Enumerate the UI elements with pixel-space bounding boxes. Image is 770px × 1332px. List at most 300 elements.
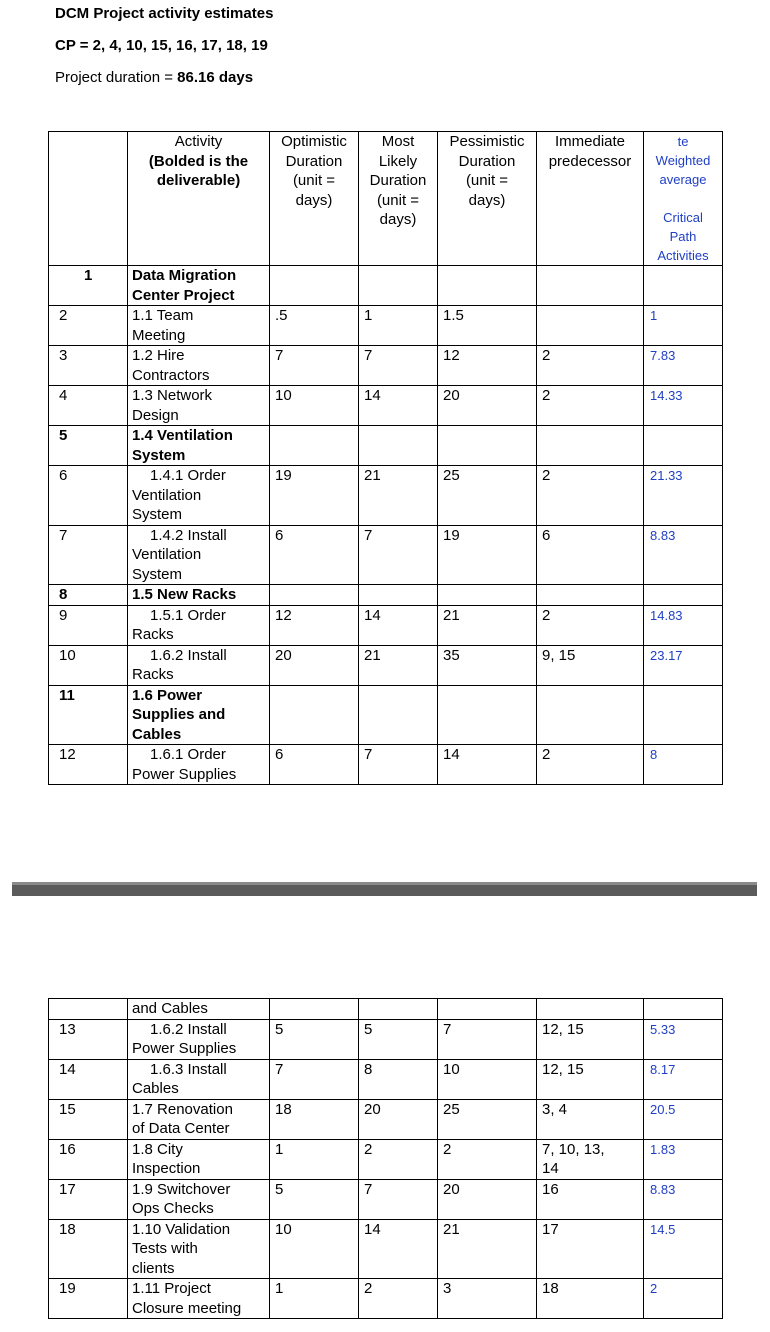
te-cell xyxy=(644,266,723,306)
predecessor-cell-line: 18 xyxy=(542,1280,559,1297)
predecessor-cell xyxy=(537,1139,644,1179)
optimistic-cell xyxy=(270,466,359,526)
table-row xyxy=(49,1139,723,1179)
te-cell: 23.17 xyxy=(644,645,723,685)
header-te xyxy=(644,132,723,266)
te-cell: 20.5 xyxy=(644,1099,723,1139)
header-optimistic-line: (unit = xyxy=(292,172,336,189)
header-predecessor-line: Immediate xyxy=(554,133,626,150)
optimistic-cell-line: 7 xyxy=(275,347,284,364)
most-likely-cell xyxy=(359,306,438,346)
optimistic-cell-line: 20 xyxy=(275,646,292,664)
activity-line: Contractors xyxy=(132,366,210,384)
predecessor-cell xyxy=(537,1279,644,1319)
activity-cell xyxy=(128,605,270,645)
header-most-likely-line: (unit = xyxy=(376,191,420,209)
most-likely-cell-line: 1 xyxy=(364,307,373,324)
header-optimistic xyxy=(270,132,359,266)
predecessor-cell xyxy=(537,266,644,306)
header-most-likely-line: Duration xyxy=(369,172,427,189)
most-likely-cell-line: 8 xyxy=(364,1060,373,1078)
activity-cell xyxy=(128,999,270,1020)
row-id: 4 xyxy=(49,386,128,426)
optimistic-cell-line: .5 xyxy=(275,307,288,324)
row-id: 2 xyxy=(49,306,128,346)
predecessor-cell-line: 2 xyxy=(542,746,551,763)
activity-line: 1.4 Ventilation xyxy=(132,427,233,444)
most-likely-cell xyxy=(359,1179,438,1219)
pessimistic-cell xyxy=(438,525,537,585)
row-id: 7 xyxy=(49,525,128,585)
most-likely-cell-line: 7 xyxy=(364,526,373,544)
header-most-likely-line: Most xyxy=(381,133,415,150)
activity-line: clients xyxy=(132,1259,175,1277)
activity-line: 1.7 Renovation xyxy=(132,1100,233,1118)
activity-cell xyxy=(128,1139,270,1179)
table-row xyxy=(49,1179,723,1219)
predecessor-cell-line: 2 xyxy=(542,347,551,364)
pessimistic-cell-line: 20 xyxy=(443,387,460,404)
activity-cell xyxy=(128,745,270,785)
pessimistic-cell xyxy=(438,1279,537,1319)
table-row xyxy=(49,386,723,426)
activity-cell xyxy=(128,266,270,306)
most-likely-cell-line: 7 xyxy=(364,1180,373,1198)
activity-line: Racks xyxy=(132,666,174,683)
te-cell xyxy=(644,426,723,466)
optimistic-cell-line: 18 xyxy=(275,1100,292,1118)
activity-line: Supplies and xyxy=(132,706,226,723)
header-optimistic-line: Duration xyxy=(285,152,343,170)
pessimistic-cell xyxy=(438,426,537,466)
activity-line: 1.4.2 Install xyxy=(150,526,227,544)
activity-line: Inspection xyxy=(132,1160,201,1177)
table-row xyxy=(49,1059,723,1099)
optimistic-cell xyxy=(270,1139,359,1179)
activity-line: Cables xyxy=(132,725,182,743)
te-cell: 7.83 xyxy=(644,346,723,386)
activity-line: 1.8 City xyxy=(132,1140,183,1158)
te-cell xyxy=(644,585,723,606)
optimistic-cell xyxy=(270,745,359,785)
activity-line: Cables xyxy=(132,1080,179,1097)
activity-line: and Cables xyxy=(132,1000,208,1017)
project-duration-line xyxy=(55,69,253,86)
activity-line: Racks xyxy=(132,626,174,643)
optimistic-cell xyxy=(270,306,359,346)
te-cell xyxy=(644,999,723,1020)
activity-cell xyxy=(128,525,270,585)
header-pessimistic-line: days) xyxy=(468,191,506,209)
header-most-likely-line: days) xyxy=(379,211,417,228)
pessimistic-cell xyxy=(438,346,537,386)
optimistic-cell xyxy=(270,999,359,1020)
optimistic-cell xyxy=(270,685,359,745)
optimistic-cell xyxy=(270,266,359,306)
header-te-line xyxy=(644,189,722,208)
te-cell: 14.83 xyxy=(644,605,723,645)
te-cell: 5.33 xyxy=(644,1019,723,1059)
most-likely-cell-line: 14 xyxy=(364,387,381,404)
predecessor-cell xyxy=(537,426,644,466)
header-most-likely-line: Likely xyxy=(378,152,418,170)
estimates-table-page-2 xyxy=(48,998,723,1319)
pessimistic-cell-line: 21 xyxy=(443,1220,460,1238)
predecessor-cell-line: 3, 4 xyxy=(542,1100,568,1118)
pessimistic-cell xyxy=(438,585,537,606)
predecessor-cell-line: 2 xyxy=(542,467,551,484)
most-likely-cell-line: 7 xyxy=(364,746,373,763)
predecessor-cell-line: 16 xyxy=(542,1180,559,1198)
activity-line: 1.10 Validation xyxy=(132,1220,231,1238)
activity-cell xyxy=(128,466,270,526)
predecessor-cell xyxy=(537,645,644,685)
activity-line: 1.3 Network xyxy=(132,387,213,404)
table-row xyxy=(49,585,723,606)
predecessor-cell xyxy=(537,1099,644,1139)
predecessor-cell xyxy=(537,1219,644,1279)
most-likely-cell-line: 14 xyxy=(364,1220,381,1238)
most-likely-cell xyxy=(359,745,438,785)
header-te-line: te xyxy=(677,134,689,149)
optimistic-cell xyxy=(270,525,359,585)
pessimistic-cell xyxy=(438,745,537,785)
activity-line: 1.4.1 Order xyxy=(150,467,226,484)
predecessor-cell xyxy=(537,585,644,606)
most-likely-cell xyxy=(359,605,438,645)
most-likely-cell xyxy=(359,1099,438,1139)
activity-line: 1.9 Switchover xyxy=(132,1180,231,1198)
header-predecessor-line: predecessor xyxy=(548,152,632,170)
table-row xyxy=(49,685,723,745)
activity-cell xyxy=(128,386,270,426)
activity-line: Meeting xyxy=(132,326,186,344)
table-row xyxy=(49,1219,723,1279)
activity-line: 1.6 Power xyxy=(132,686,203,704)
predecessor-cell-line: 7, 10, 13, xyxy=(542,1140,605,1158)
most-likely-cell xyxy=(359,645,438,685)
activity-line: 1.6.1 Order xyxy=(150,746,226,763)
predecessor-cell xyxy=(537,745,644,785)
table-row xyxy=(49,466,723,526)
header-activity-line: deliverable) xyxy=(156,172,241,189)
activity-line: System xyxy=(132,446,186,464)
optimistic-cell xyxy=(270,346,359,386)
predecessor-cell xyxy=(537,1019,644,1059)
document-title: DCM Project activity estimates xyxy=(55,5,274,22)
activity-line: Ops Checks xyxy=(132,1200,214,1217)
most-likely-cell xyxy=(359,346,438,386)
table-row xyxy=(49,999,723,1020)
predecessor-cell-line: 2 xyxy=(542,387,551,404)
pessimistic-cell xyxy=(438,1099,537,1139)
most-likely-cell-line: 20 xyxy=(364,1100,381,1118)
pessimistic-cell-line: 7 xyxy=(443,1020,452,1038)
activity-line: System xyxy=(132,506,183,523)
pessimistic-cell xyxy=(438,266,537,306)
optimistic-cell-line: 5 xyxy=(275,1020,284,1038)
most-likely-cell xyxy=(359,999,438,1020)
header-optimistic-line: Optimistic xyxy=(281,133,347,150)
activity-cell xyxy=(128,306,270,346)
row-id: 9 xyxy=(49,605,128,645)
optimistic-cell xyxy=(270,605,359,645)
header-predecessor xyxy=(537,132,644,266)
most-likely-cell xyxy=(359,266,438,306)
header-te-line: average xyxy=(659,172,707,187)
activity-line: 1.11 Project xyxy=(132,1280,211,1297)
activity-line: Design xyxy=(132,406,179,424)
activity-cell xyxy=(128,346,270,386)
most-likely-cell xyxy=(359,466,438,526)
optimistic-cell-line: 1 xyxy=(275,1140,284,1158)
activity-cell xyxy=(128,426,270,466)
pessimistic-cell-line: 1.5 xyxy=(443,307,464,324)
pessimistic-cell xyxy=(438,999,537,1020)
activity-line: Ventilation xyxy=(132,546,202,563)
table-row xyxy=(49,525,723,585)
most-likely-cell xyxy=(359,386,438,426)
predecessor-cell-line: 6 xyxy=(542,526,551,544)
pessimistic-cell-line: 14 xyxy=(443,746,460,763)
activity-line: 1.2 Hire xyxy=(132,347,185,364)
predecessor-cell xyxy=(537,525,644,585)
activity-line: Data Migration xyxy=(132,267,237,284)
te-cell: 8 xyxy=(644,745,723,785)
pessimistic-cell xyxy=(438,645,537,685)
table-row xyxy=(49,1019,723,1059)
most-likely-cell xyxy=(359,1219,438,1279)
activity-line: 1.5.1 Order xyxy=(150,606,226,624)
row-id: 14 xyxy=(49,1059,128,1099)
header-pessimistic-line: (unit = xyxy=(465,172,509,189)
predecessor-cell xyxy=(537,1179,644,1219)
optimistic-cell xyxy=(270,386,359,426)
activity-cell xyxy=(128,685,270,745)
pessimistic-cell-line: 25 xyxy=(443,1100,460,1118)
activity-line: System xyxy=(132,565,183,583)
predecessor-cell xyxy=(537,346,644,386)
most-likely-cell-line: 2 xyxy=(364,1140,373,1158)
row-id xyxy=(49,999,128,1020)
optimistic-cell xyxy=(270,1219,359,1279)
pessimistic-cell xyxy=(438,1019,537,1059)
table-row xyxy=(49,266,723,306)
most-likely-cell-line: 2 xyxy=(364,1280,373,1297)
row-id: 3 xyxy=(49,346,128,386)
predecessor-cell-line: 17 xyxy=(542,1220,559,1238)
pessimistic-cell-line: 35 xyxy=(443,646,460,664)
row-id: 5 xyxy=(49,426,128,466)
pessimistic-cell-line: 25 xyxy=(443,467,460,484)
te-cell: 14.5 xyxy=(644,1219,723,1279)
optimistic-cell xyxy=(270,426,359,466)
header-activity xyxy=(128,132,270,266)
pessimistic-cell xyxy=(438,1059,537,1099)
pessimistic-cell xyxy=(438,466,537,526)
te-cell: 1 xyxy=(644,306,723,346)
pessimistic-cell xyxy=(438,685,537,745)
pessimistic-cell-line: 10 xyxy=(443,1060,460,1078)
predecessor-cell xyxy=(537,306,644,346)
activity-line: Power Supplies xyxy=(132,1040,237,1057)
table-row xyxy=(49,605,723,645)
predecessor-cell-line: 9, 15 xyxy=(542,646,576,664)
most-likely-cell-line: 5 xyxy=(364,1020,373,1038)
most-likely-cell xyxy=(359,426,438,466)
pessimistic-cell-line: 3 xyxy=(443,1280,452,1297)
predecessor-cell-line: 14 xyxy=(542,1160,559,1177)
pessimistic-cell xyxy=(438,1179,537,1219)
activity-line: 1.1 Team xyxy=(132,307,194,324)
critical-path-line: CP = 2, 4, 10, 15, 16, 17, 18, 19 xyxy=(55,37,268,54)
most-likely-cell xyxy=(359,1279,438,1319)
row-id: 18 xyxy=(49,1219,128,1279)
pessimistic-cell xyxy=(438,1139,537,1179)
activity-cell xyxy=(128,1059,270,1099)
te-cell: 2 xyxy=(644,1279,723,1319)
activity-cell xyxy=(128,645,270,685)
table-row xyxy=(49,306,723,346)
activity-line: Center Project xyxy=(132,286,235,304)
pessimistic-cell xyxy=(438,306,537,346)
row-id: 19 xyxy=(49,1279,128,1319)
predecessor-cell xyxy=(537,605,644,645)
predecessor-cell xyxy=(537,466,644,526)
most-likely-cell-line: 21 xyxy=(364,646,381,664)
most-likely-cell xyxy=(359,585,438,606)
header-te-line: Path xyxy=(669,229,697,244)
predecessor-cell-line: 2 xyxy=(542,606,551,624)
optimistic-cell xyxy=(270,1279,359,1319)
optimistic-cell-line: 6 xyxy=(275,526,284,544)
row-id: 10 xyxy=(49,645,128,685)
most-likely-cell xyxy=(359,1019,438,1059)
predecessor-cell xyxy=(537,999,644,1020)
table-row xyxy=(49,426,723,466)
pessimistic-cell-line: 12 xyxy=(443,347,460,364)
most-likely-cell-line: 7 xyxy=(364,347,373,364)
activity-line: 1.6.2 Install xyxy=(150,1020,227,1038)
row-id: 17 xyxy=(49,1179,128,1219)
activity-cell xyxy=(128,1099,270,1139)
te-cell: 8.17 xyxy=(644,1059,723,1099)
page-break-divider xyxy=(12,882,757,896)
most-likely-cell xyxy=(359,1139,438,1179)
predecessor-cell-line: 12, 15 xyxy=(542,1060,584,1078)
most-likely-cell-line: 21 xyxy=(364,467,381,484)
optimistic-cell-line: 10 xyxy=(275,1220,292,1238)
pessimistic-cell xyxy=(438,386,537,426)
header-blank xyxy=(49,132,128,266)
predecessor-cell xyxy=(537,1059,644,1099)
row-id: 6 xyxy=(49,466,128,526)
optimistic-cell-line: 1 xyxy=(275,1280,284,1297)
header-activity-line: Activity xyxy=(174,133,223,150)
optimistic-cell-line: 6 xyxy=(275,746,284,763)
row-id: 12 xyxy=(49,745,128,785)
header-pessimistic-line: Pessimistic xyxy=(449,133,525,150)
table-row xyxy=(49,645,723,685)
te-cell: 8.83 xyxy=(644,1179,723,1219)
optimistic-cell-line: 19 xyxy=(275,467,292,484)
pessimistic-cell xyxy=(438,605,537,645)
te-cell: 1.83 xyxy=(644,1139,723,1179)
te-cell xyxy=(644,685,723,745)
activity-line: Tests with xyxy=(132,1240,198,1257)
te-cell: 21.33 xyxy=(644,466,723,526)
most-likely-cell-line: 14 xyxy=(364,606,381,624)
activity-line: of Data Center xyxy=(132,1120,230,1137)
table-row xyxy=(49,745,723,785)
header-pessimistic-line: Duration xyxy=(458,152,516,170)
header-activity-line: (Bolded is the xyxy=(148,152,249,170)
optimistic-cell xyxy=(270,1019,359,1059)
optimistic-cell-line: 5 xyxy=(275,1180,284,1198)
most-likely-cell xyxy=(359,685,438,745)
optimistic-cell-line: 7 xyxy=(275,1060,284,1078)
optimistic-cell xyxy=(270,1099,359,1139)
header-te-line: Critical xyxy=(663,210,703,225)
most-likely-cell xyxy=(359,525,438,585)
row-id: 1 xyxy=(49,266,128,306)
duration-value: 86.16 days xyxy=(177,69,254,86)
row-id: 16 xyxy=(49,1139,128,1179)
header-optimistic-line: days) xyxy=(295,191,333,209)
activity-line: 1.6.3 Install xyxy=(150,1060,227,1078)
pessimistic-cell-line: 2 xyxy=(443,1140,452,1158)
table-row xyxy=(49,1099,723,1139)
activity-cell xyxy=(128,1179,270,1219)
header-te-line: Activities xyxy=(657,248,709,263)
row-id: 11 xyxy=(49,685,128,745)
table-row xyxy=(49,1279,723,1319)
header-most-likely xyxy=(359,132,438,266)
te-cell: 14.33 xyxy=(644,386,723,426)
pessimistic-cell-line: 20 xyxy=(443,1180,460,1198)
optimistic-cell xyxy=(270,585,359,606)
activity-cell xyxy=(128,585,270,606)
row-id: 8 xyxy=(49,585,128,606)
activity-cell xyxy=(128,1019,270,1059)
activity-line: Ventilation xyxy=(132,486,202,504)
activity-line: 1.6.2 Install xyxy=(150,646,227,664)
activity-line: Closure meeting xyxy=(132,1299,242,1317)
activity-line: Power Supplies xyxy=(132,765,237,783)
header-row xyxy=(49,132,723,266)
duration-label: Project duration = xyxy=(55,69,178,86)
row-id: 13 xyxy=(49,1019,128,1059)
header-te-line: Weighted xyxy=(655,153,711,168)
pessimistic-cell-line: 21 xyxy=(443,606,460,624)
pessimistic-cell-line: 19 xyxy=(443,526,460,544)
estimates-table-page-1 xyxy=(48,131,723,785)
optimistic-cell xyxy=(270,645,359,685)
most-likely-cell xyxy=(359,1059,438,1099)
row-id: 15 xyxy=(49,1099,128,1139)
activity-line: 1.5 New Racks xyxy=(132,586,237,603)
activity-cell xyxy=(128,1219,270,1279)
pessimistic-cell xyxy=(438,1219,537,1279)
optimistic-cell xyxy=(270,1059,359,1099)
predecessor-cell xyxy=(537,386,644,426)
predecessor-cell-line: 12, 15 xyxy=(542,1020,584,1038)
predecessor-cell xyxy=(537,685,644,745)
table-row xyxy=(49,346,723,386)
optimistic-cell-line: 10 xyxy=(275,387,292,404)
optimistic-cell-line: 12 xyxy=(275,606,292,624)
te-cell: 8.83 xyxy=(644,525,723,585)
